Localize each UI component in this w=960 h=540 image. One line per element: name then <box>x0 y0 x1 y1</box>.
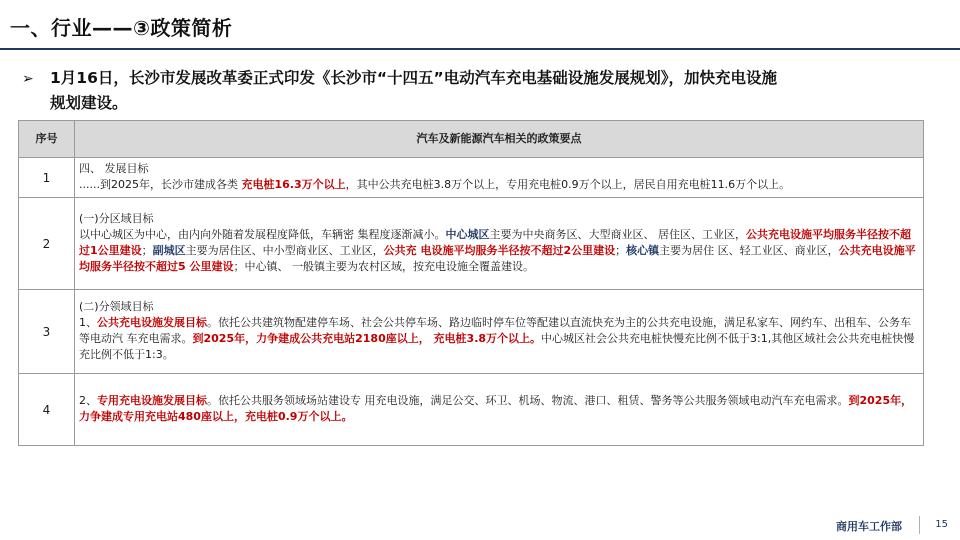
arrow-bullet-icon: ➢ <box>22 71 34 87</box>
policy-table <box>18 120 924 446</box>
row-policy-text <box>75 198 924 290</box>
body-text: 四、 发展目标 <box>79 162 149 175</box>
row-policy-text <box>75 158 924 198</box>
body-text: 。依托公共建筑物配建停车场、社会公共停车场、路边临时停车位等配建以直流快充为主的公共充电设施，满足私家车、网约车、出租车、公务车等电动汽 车充电需求。 <box>79 316 911 345</box>
body-text: 。依托公共服务领域场站建设专 用充电设施，满足公交、环卫、机场、物流、港口、租赁、警务等公共服务领域电动汽车充电需求。 <box>207 394 849 407</box>
body-text: (二)分领域目标 <box>79 300 154 313</box>
body-text: 2、 <box>79 394 97 407</box>
body-text: 主要为居住 区、轻工业区、商业区， <box>659 244 839 257</box>
row-index: 4 <box>19 374 75 446</box>
table-row <box>19 198 924 290</box>
highlight-text: 公共充电设施平均服务半径按不超过5 公里建设 <box>79 244 916 273</box>
highlight-text: 公共充电设施发展目标 <box>97 316 207 329</box>
slide-title: 一、行业——③政策简析 <box>10 16 233 40</box>
header-index: 序号 <box>19 121 75 158</box>
body-text: 中心城区社会公共充电桩快慢充比例不低于3:1,其他区域社会公共充电桩快慢充比例不低于1:3。 <box>79 332 915 361</box>
body-text: ； <box>141 244 153 257</box>
row-policy-text <box>75 374 924 446</box>
headline-line-2: 规划建设。 <box>50 94 128 112</box>
highlight-text: 公共充 电设施平均服务半径按不超过2公里建设 <box>383 244 616 257</box>
zone-label: 核心镇 <box>626 244 660 257</box>
footer-brand: 商用车工作部 <box>836 520 902 533</box>
highlight-text: 到2025年，力争建成专用充电站480座以上，充电桩0.9万个以上。 <box>79 394 913 423</box>
table-row <box>19 158 924 198</box>
body-text: 以中心城区为中心，由内向外随着发展程度降低，车辆密 集程度逐渐减小。 <box>79 228 446 241</box>
body-text: ； <box>615 244 627 257</box>
page-number: 15 <box>935 519 948 530</box>
table-header-row <box>19 121 924 158</box>
table-row <box>19 374 924 446</box>
row-index: 3 <box>19 290 75 374</box>
row-index: 1 <box>19 158 75 198</box>
title-divider <box>0 48 960 50</box>
row-index: 2 <box>19 198 75 290</box>
highlight-text: 公共充电设施平均服务半径按不超过1公里建设 <box>79 228 911 257</box>
zone-label: 副城区 <box>152 244 186 257</box>
body-text: ，其中公共充电桩3.8万个以上，专用充电桩0.9万个以上，居民自用充电桩11.6万个以上。 <box>345 178 791 191</box>
headline-line-1: 1月16日，长沙市发展改革委正式印发《长沙市“十四五”电动汽车充电基础设施发展规划》，加快充电设施 <box>50 69 777 87</box>
highlight-text: 充电桩16.3万个以上 <box>241 178 346 191</box>
highlight-text: 到2025年，力争建成公共充电站2180座以上， 充电桩3.8万个以上。 <box>192 332 542 345</box>
headline <box>22 66 922 115</box>
body-text: 1、 <box>79 316 97 329</box>
body-text: ......到2025年，长沙市建成各类 <box>79 178 242 191</box>
zone-label: 中心城区 <box>445 228 490 241</box>
row-policy-text <box>75 290 924 374</box>
body-text: ；中心镇、 一般镇主要为农村区域，按充电设施全覆盖建设。 <box>233 260 534 273</box>
body-text: (一)分区域目标 <box>79 212 154 225</box>
footer-divider <box>919 516 920 534</box>
header-policy-points: 汽车及新能源汽车相关的政策要点 <box>75 121 924 158</box>
body-text: 主要为中央商务区、大型商业区、 居住区、工业区， <box>489 228 746 241</box>
body-text: 主要为居住区、中小型商业区、工业区， <box>185 244 384 257</box>
highlight-text: 专用充电设施发展目标 <box>97 394 207 407</box>
table-row <box>19 290 924 374</box>
